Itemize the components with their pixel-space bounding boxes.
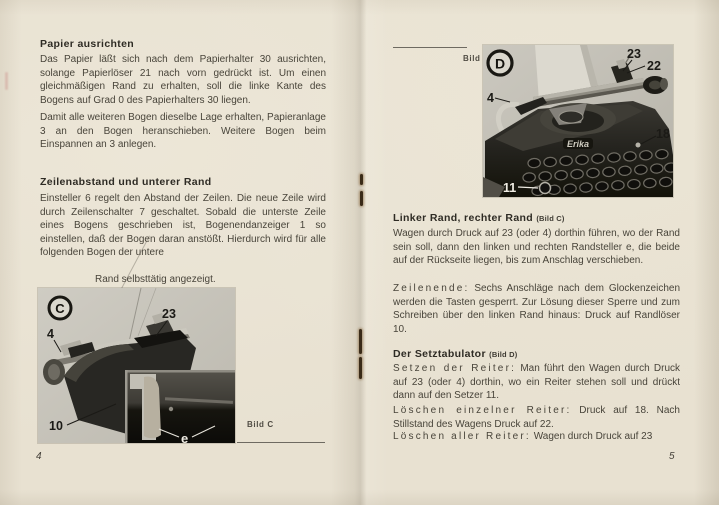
badge-d-letter: D [494,55,506,72]
callout-22: 22 [647,59,661,73]
paragraph-tab-1-lead: Setzen der Reiter: [393,363,517,374]
rule-left-page [237,442,325,443]
paragraph-tab-1 [393,362,680,403]
paragraph-rand-2 [393,282,680,336]
red-edge-mark [5,72,8,90]
paragraph-papier-2: Damit alle weiteren Bogen dieselbe Lage erhalten, Papieranlage 3 an den Bogen heranschieben. Weitere Bogen beim Einspannen an 3 anlegen. [40,112,326,151]
paragraph-papier-1: Das Papier läßt sich nach dem Papierhalter 30 ausrichten, solange Papierlöser 21 nach vorn gedrückt ist. Um einen gleichmäßigen Rand zu erhalten, soll die linke Kante des Bogens auf Grad 0 des Papierhalters 30 liegen. [40,54,326,106]
paragraph-tab-3-rest: Wagen durch Druck auf 23 [533,431,653,442]
paragraph-zeilenabstand: Einsteller 6 regelt den Abstand der Zeilen. Die neue Zeile wird durch Zeilenschalter 7 geschaltet. Sobald die unterste Zeile eines Bogens geschrieben ist, Bogenendanzeiger 1 so einstellen, daß der Bogen daran anstößt. Hierdurch wird für alle folgenden Bogen der untere [40,193,326,259]
page-number-4: 4 [36,451,42,462]
figure-c-caption: Bild C [247,420,274,429]
setter-key [540,183,551,194]
page-left [0,0,356,505]
callout-4: 4 [47,327,54,341]
figure-c-illustration [38,288,235,443]
callout-e: e [181,431,189,443]
figure-d-photo [483,45,673,197]
heading-linker-rand-text: Linker Rand, rechter Rand [393,212,534,224]
figure-c-photo [38,288,235,443]
callout-23: 23 [162,307,176,321]
brand-logo: Erika [566,139,590,149]
heading-setztabulator [393,348,517,360]
figure-d-illustration [483,45,673,197]
callout-23: 23 [627,47,641,61]
heading-setztabulator-note: (Bild D) [489,350,518,359]
heading-zeilenabstand: Zeilenabstand und unterer Rand [40,176,212,188]
callout-10: 10 [49,419,63,433]
page-right [356,0,719,505]
figure-d-side-label: Bild [463,54,481,63]
heading-linker-rand [393,212,565,224]
heading-setztabulator-text: Der Setztabulator [393,348,486,360]
callout-18: 18 [656,127,670,141]
paragraph-tab-3-lead: Löschen aller Reiter: [393,431,531,442]
badge-d [488,51,512,75]
heading-linker-rand-note: (Bild C) [536,214,565,223]
badge-c-letter: C [55,301,65,316]
paragraph-rand-2-lead: Zeilenende: [393,283,470,294]
callout-4: 4 [487,91,494,105]
badge-c [49,297,71,319]
paragraph-zeilenabstand-lastline: Rand selbsttätig angezeigt. [95,274,216,285]
paragraph-rand-2-rest: Sechs Anschläge nach dem Glockenzeichen werden die Tasten gesperrt. Zur Lösung dieser Sperre und zum Schreiben über den linken Rand hinaus: Druck auf Randlöser 10. [393,283,681,335]
inset-closeup [125,370,235,443]
paragraph-tab-3 [393,430,680,444]
paragraph-tab-1-rest: Man führt den Wagen durch Druck auf 23 (oder 4) dorthin, wo ein Reiter stehen soll und drückt dann auf den Setzer 11. [393,363,681,402]
paragraph-tab-2-rest: Druck auf 18. Nach Stillstand des Wagens Druck auf 22. [393,405,680,430]
rule-right-page [393,47,467,48]
callout-11: 11 [503,181,517,195]
paragraph-tab-2-lead: Löschen einzelner Reiter: [393,405,572,416]
page-number-5: 5 [669,451,675,462]
heading-papier-ausrichten: Papier ausrichten [40,38,135,50]
paragraph-rand-1: Wagen durch Druck auf 23 (oder 4) dorthin führen, wo der Rand sein soll, dann den linken und rechten Randsteller e, die beide auf der Rückseite liegen, bis zum Anschlag verschieben. [393,228,680,267]
paragraph-tab-2 [393,404,680,431]
